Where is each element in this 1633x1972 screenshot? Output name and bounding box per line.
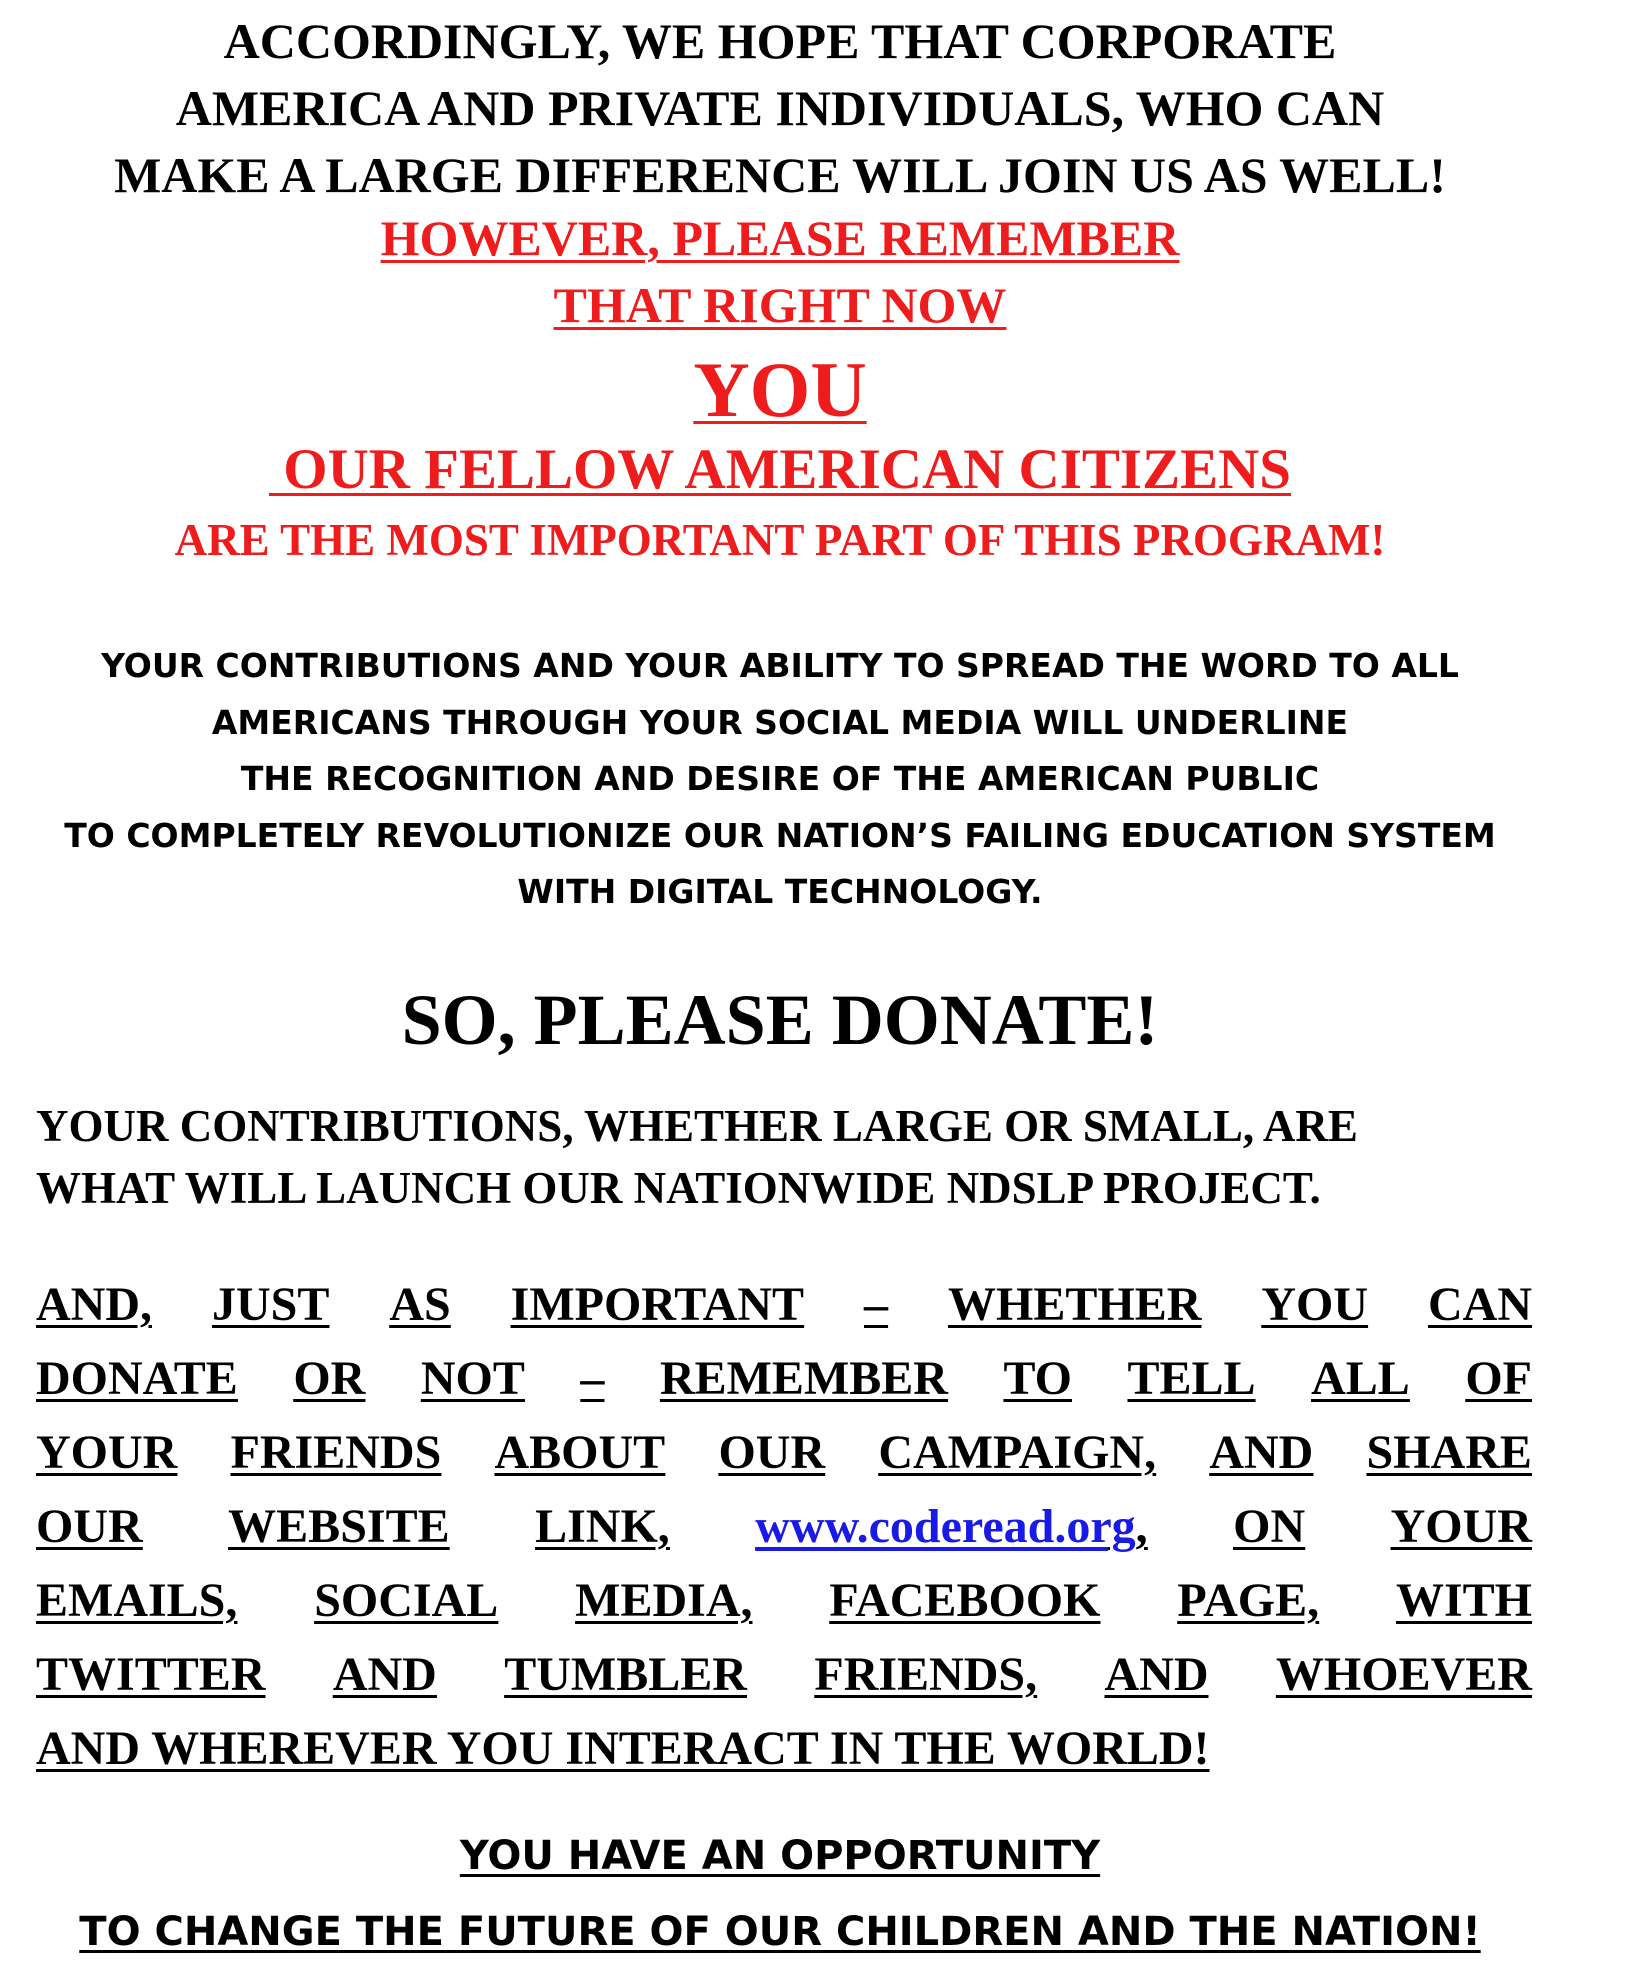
word: JUST (211, 1278, 330, 1331)
word: EMAILS, (36, 1574, 238, 1627)
word: FACEBOOK (829, 1574, 1101, 1627)
word: ON (1233, 1500, 1306, 1553)
word: WITH (1395, 1574, 1532, 1627)
word: DONATE (36, 1352, 238, 1405)
website-link[interactable]: www.coderead.org (755, 1500, 1136, 1553)
opportunity-line (0, 1818, 1560, 1894)
intro-line: MAKE A LARGE DIFFERENCE WILL JOIN US AS WELL! (114, 147, 1446, 203)
word: AND (332, 1648, 437, 1701)
reminder-text: HOWEVER, PLEASE REMEMBER (380, 210, 1180, 266)
word: AND, (36, 1278, 152, 1331)
reminder-citizens (0, 434, 1560, 506)
word: REMEMBER (659, 1352, 948, 1405)
word: ALL (1311, 1352, 1410, 1405)
word: TUMBLER (504, 1648, 747, 1701)
donate-heading: SO, PLEASE DONATE! (401, 980, 1159, 1060)
word: WHETHER (948, 1278, 1202, 1331)
opportunity-line (0, 1894, 1560, 1970)
reminder-text: THAT RIGHT NOW (553, 277, 1007, 333)
share-line-3 (36, 1416, 1532, 1490)
word: YOU (1261, 1278, 1369, 1331)
word: OUR (36, 1500, 143, 1553)
share-line-6 (36, 1638, 1532, 1712)
word: YOUR (1390, 1500, 1532, 1553)
intro-line: AMERICA AND PRIVATE INDIVIDUALS, WHO CAN (175, 80, 1385, 136)
word: OUR (718, 1426, 826, 1479)
large-small-paragraph (36, 1095, 1536, 1219)
important-text: ARE THE MOST IMPORTANT PART OF THIS PROGRAM! (174, 515, 1386, 565)
contributions-line: AMERICANS THROUGH YOUR SOCIAL MEDIA WILL UNDERLINE (211, 702, 1349, 742)
large-small-line: WHAT WILL LAUNCH OUR NATIONWIDE NDSLP PROJECT. (36, 1163, 1321, 1213)
word: – (580, 1352, 605, 1405)
word: TWITTER (36, 1648, 266, 1701)
word: AS (389, 1278, 451, 1331)
reminder-you (0, 345, 1560, 435)
opportunity-paragraph (0, 1818, 1560, 1970)
word: – (864, 1278, 889, 1331)
word: SOCIAL (314, 1574, 499, 1627)
word: MEDIA, (575, 1574, 753, 1627)
contributions-paragraph (0, 638, 1560, 921)
word: TELL (1127, 1352, 1256, 1405)
opportunity-text: TO CHANGE THE FUTURE OF OUR CHILDREN AND THE NATION! (79, 1909, 1481, 1955)
website-link-group (755, 1490, 1147, 1564)
word: ABOUT (494, 1426, 666, 1479)
share-paragraph (36, 1268, 1532, 1786)
word: TO (1003, 1352, 1072, 1405)
contributions-line: TO COMPLETELY REVOLUTIONIZE OUR NATION’S FAILING EDUCATION SYSTEM (64, 815, 1496, 855)
contributions-line: YOUR CONTRIBUTIONS AND YOUR ABILITY TO SPREAD THE WORD TO ALL (101, 646, 1459, 685)
opportunity-text: YOU HAVE AN OPPORTUNITY (459, 1833, 1101, 1879)
share-line-2 (36, 1342, 1532, 1416)
word: IMPORTANT (510, 1278, 805, 1331)
word: WEBSITE (228, 1500, 450, 1553)
word: NOT (420, 1352, 525, 1405)
word: AND (1209, 1426, 1314, 1479)
large-small-line: YOUR CONTRIBUTIONS, WHETHER LARGE OR SMALL, ARE (36, 1101, 1358, 1151)
word: YOUR (36, 1426, 178, 1479)
contributions-line: WITH DIGITAL TECHNOLOGY. (517, 872, 1043, 911)
intro-paragraph (0, 8, 1560, 209)
word: CAMPAIGN, (878, 1426, 1157, 1479)
reminder-important (0, 510, 1560, 570)
word: OR (293, 1352, 366, 1405)
reminder-line-2 (0, 272, 1560, 339)
word: FRIENDS (230, 1426, 442, 1479)
word: FRIENDS, (814, 1648, 1038, 1701)
share-line-7: AND WHEREVER YOU INTERACT IN THE WORLD! (36, 1722, 1210, 1775)
word: CAN (1428, 1278, 1532, 1331)
contributions-line: THE RECOGNITION AND DESIRE OF THE AMERICAN PUBLIC (240, 759, 1320, 798)
word: LINK, (535, 1500, 670, 1553)
intro-line: ACCORDINGLY, WE HOPE THAT CORPORATE (223, 13, 1337, 69)
word: , (1135, 1500, 1148, 1553)
citizens-text: OUR FELLOW AMERICAN CITIZENS (269, 438, 1291, 501)
share-line-4 (36, 1490, 1532, 1564)
word: OF (1465, 1352, 1532, 1405)
you-text: YOU (693, 346, 867, 433)
word: WHOEVER (1275, 1648, 1532, 1701)
share-line-1 (36, 1268, 1532, 1342)
share-line-5 (36, 1564, 1532, 1638)
reminder-line-1 (0, 205, 1560, 272)
word: AND (1104, 1648, 1209, 1701)
word: PAGE, (1177, 1574, 1320, 1627)
word: SHARE (1366, 1426, 1532, 1479)
